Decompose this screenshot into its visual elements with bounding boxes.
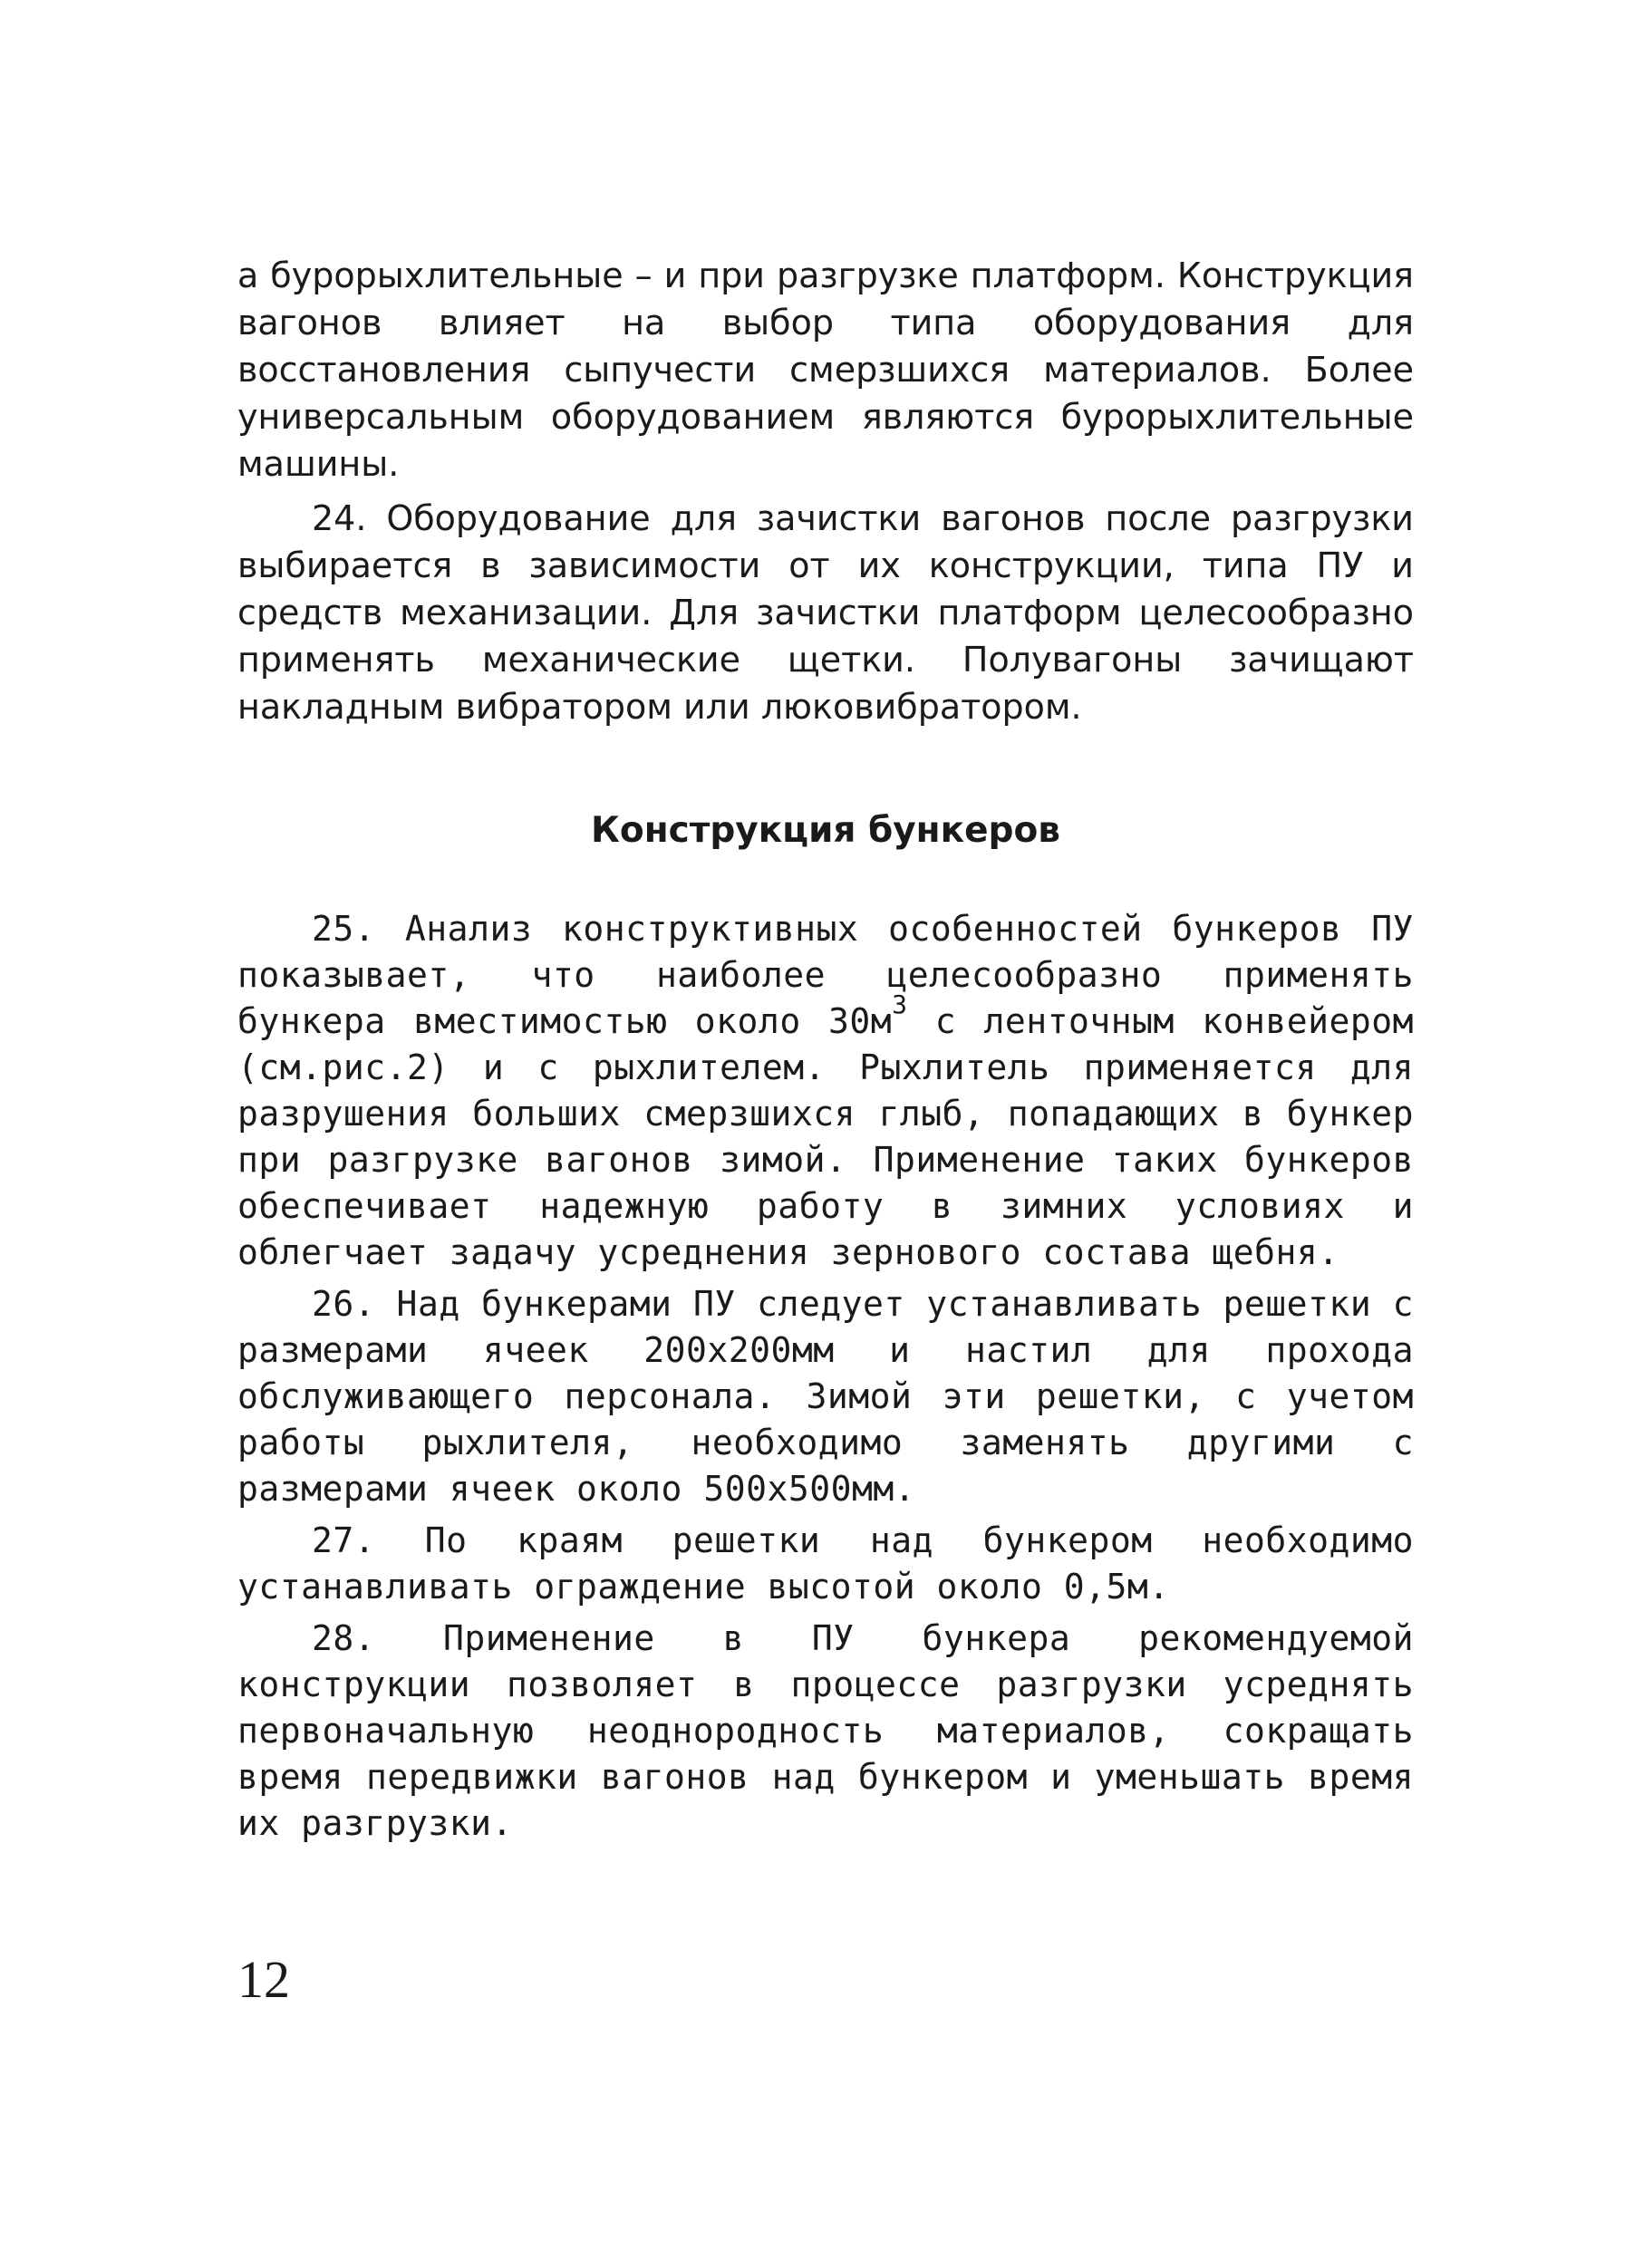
paragraph-27: 27. По краям решетки над бункером необходимо устанавливать ограждение высотой около 0,5м. [237,1520,1414,1607]
paragraph-28: 28. Применение в ПУ бункера рекомендуемой конструкции позволяет в процессе разгрузки усреднять первоначальную неоднородность материалов, сокращать время передвижки вагонов над бункером и уменьшать время их разгрузки. [237,1618,1414,1843]
paragraph-25 [237,906,1414,1276]
paragraph-25-text-b: с ленточным конвейером (см.рис.2) и с рыхлителем. Рыхлитель применяется для разрушения больших смерзшихся глыб, попадающих в бункер при разгрузке вагонов зимой. Применение таких бункеров обеспечивает надежную работу в зимних условиях и облегчает задачу усреднения зернового состава щебня. [237,1001,1414,1272]
text-block-top [237,252,1414,738]
paragraph-continuation: а бурорыхлительные – и при разгрузке платформ. Конструкция вагонов влияет на выбор типа оборудования для восстановления сыпучести смерзшихся материалов. Более универсальным оборудованием являются бурорыхлительные машины. [237,256,1414,484]
page-number: 12 [237,1950,290,2009]
paragraph-24: 24. Оборудование для зачистки вагонов после разгрузки выбирается в зависимости от их конструкции, типа ПУ и средств механизации. Для зачистки платформ целесообразно применять механические щетки. Полувагоны зачищают накладным вибратором или люковибратором. [237,498,1414,727]
cubic-exponent: 3 [892,989,908,1019]
paragraph-26: 26. Над бункерами ПУ следует устанавливать решетки с размерами ячеек 200х200мм и настил для прохода обслуживающего персонала. Зимой эти решетки, с учетом работы рыхлителя, необходимо заменять другими с размерами ячеек около 500х500мм. [237,1284,1414,1509]
section-heading: Конструкция бункеров [591,810,1060,851]
text-block-bottom [237,906,1414,1852]
paragraph-25-text-a: 25. Анализ конструктивных особенностей бункеров ПУ показывает, что наиболее целесообразно применять бункера вместимостью около 30м [237,909,1414,1041]
